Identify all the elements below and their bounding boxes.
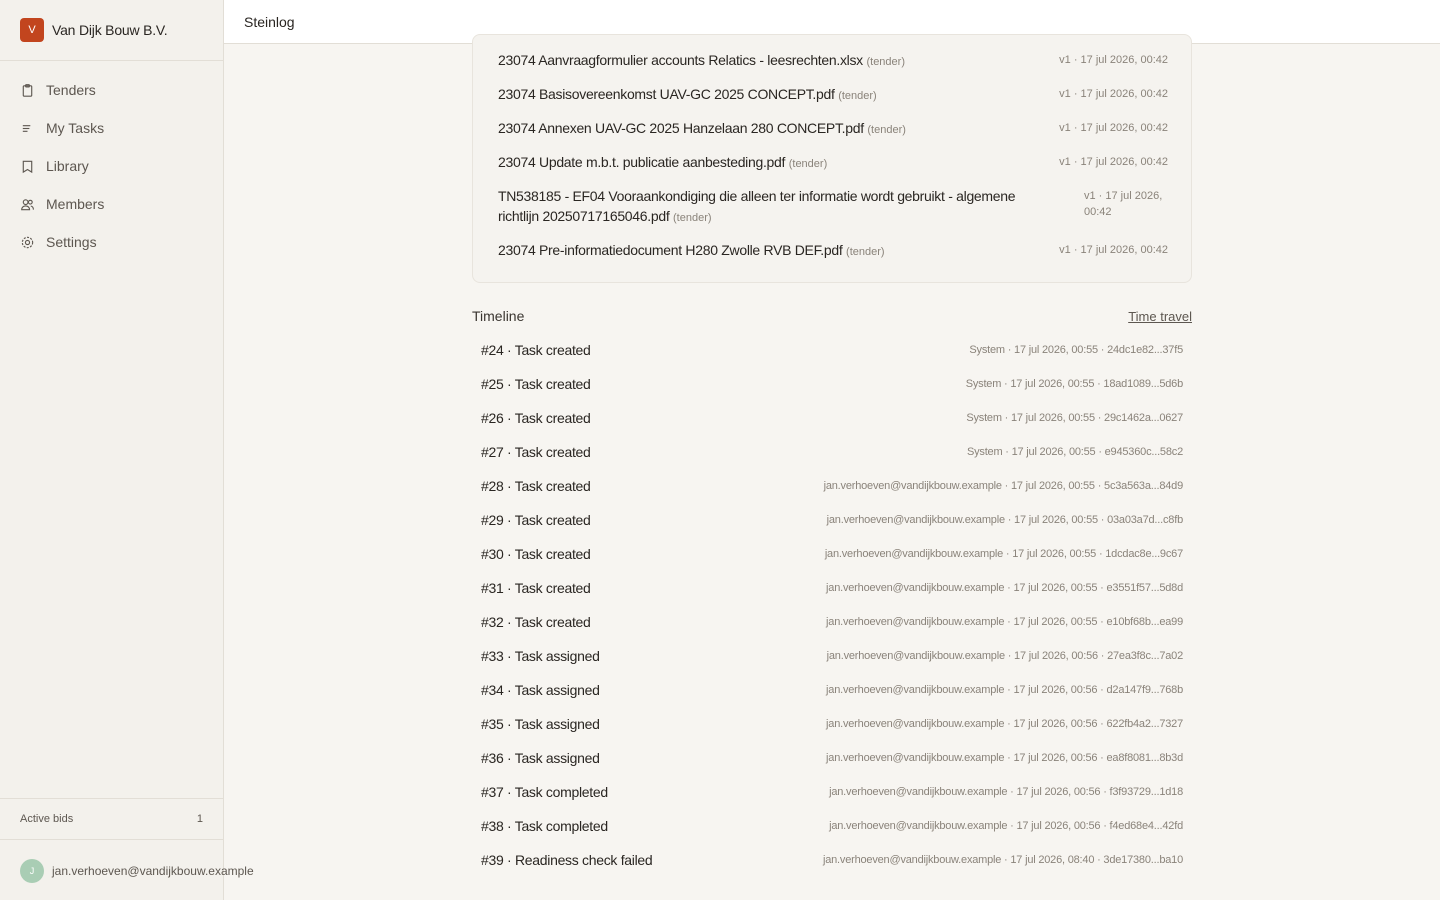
event-label: #25 · Task created: [481, 376, 591, 392]
event-meta: System · 17 jul 2026, 00:55 · 18ad1089...5d6b: [965, 378, 1183, 390]
timeline-event[interactable]: [481, 340, 1183, 360]
event-meta: System · 17 jul 2026, 00:55 · 29c1462a...0627: [966, 412, 1183, 424]
user-menu[interactable]: [0, 841, 254, 900]
event-meta: jan.verhoeven@vandijkbouw.example · 17 jul 2026, 00:55 · 03a03a7d...c8fb: [826, 514, 1183, 526]
document-tag: (tender): [846, 246, 885, 258]
sidebar-nav: [0, 61, 223, 261]
document-meta: v1 · 17 jul 2026, 00:42: [1059, 88, 1168, 100]
event-meta: System · 17 jul 2026, 00:55 · e945360c...58c2: [966, 446, 1183, 458]
sidebar: [0, 0, 254, 900]
document-name: 23074 Aanvraagformulier accounts Relatics - leesrechten.xlsx: [498, 52, 863, 68]
timeline-event[interactable]: [481, 374, 1183, 394]
timeline-event[interactable]: [481, 476, 1183, 496]
list-icon: [20, 121, 35, 136]
sidebar-item-label: Tenders: [46, 82, 96, 98]
document-tag: (tender): [788, 158, 828, 170]
event-meta: jan.verhoeven@vandijkbouw.example · 17 jul 2026, 00:55 · 1dcdac8e...9c67: [824, 548, 1183, 560]
document-row[interactable]: [498, 152, 1168, 174]
event-label: #27 · Task created: [481, 444, 591, 460]
document-row[interactable]: [498, 50, 1168, 72]
timeline-event[interactable]: [481, 714, 1183, 734]
sidebar-item-tenders[interactable]: [0, 71, 223, 109]
event-meta: jan.verhoeven@vandijkbouw.example · 17 jul 2026, 00:56 · f3f93729...1d18: [829, 786, 1183, 798]
gear-icon: [20, 235, 35, 250]
time-travel-link[interactable]: Time travel: [1128, 308, 1192, 324]
event-label: #34 · Task assigned: [481, 682, 600, 698]
event-label: #30 · Task created: [481, 546, 591, 562]
event-label: #35 · Task assigned: [481, 716, 600, 732]
clipboard-icon: [20, 83, 35, 98]
document-meta: v1 · 17 jul 2026, 00:42: [1059, 244, 1168, 256]
timeline-event[interactable]: [481, 816, 1183, 836]
page-title: Steinlog: [244, 13, 295, 30]
document-row[interactable]: [498, 84, 1168, 106]
timeline-event[interactable]: [481, 408, 1183, 428]
timeline-event[interactable]: [481, 442, 1183, 462]
timeline-event[interactable]: [481, 680, 1183, 700]
timeline-event[interactable]: [481, 544, 1183, 564]
user-email: jan.verhoeven@vandijkbouw.example: [52, 863, 254, 878]
event-label: #38 · Task completed: [481, 818, 608, 834]
event-meta: jan.verhoeven@vandijkbouw.example · 17 jul 2026, 00:56 · d2a147f9...768b: [826, 684, 1183, 696]
document-name: TN538185 - EF04 Vooraankondiging die alleen ter informatie wordt gebruikt - algemene richtlijn 20250717165046.pdf: [498, 188, 1016, 224]
active-bids[interactable]: [0, 798, 223, 840]
org-logo: V: [20, 18, 44, 42]
sidebar-item-library[interactable]: [0, 147, 223, 185]
timeline-event[interactable]: [481, 748, 1183, 768]
document-tag: (tender): [866, 56, 905, 68]
event-meta: System · 17 jul 2026, 00:55 · 24dc1e82...37f5: [969, 344, 1183, 356]
event-label: #39 · Readiness check failed: [481, 852, 653, 868]
document-name: 23074 Basisovereenkomst UAV-GC 2025 CONCEPT.pdf: [498, 86, 835, 102]
document-row[interactable]: [498, 118, 1168, 140]
event-label: #37 · Task completed: [481, 784, 608, 800]
event-meta: jan.verhoeven@vandijkbouw.example · 17 jul 2026, 00:56 · 27ea3f8c...7a02: [826, 650, 1183, 662]
event-label: #28 · Task created: [481, 478, 591, 494]
event-label: #32 · Task created: [481, 614, 591, 630]
event-meta: jan.verhoeven@vandijkbouw.example · 17 jul 2026, 00:55 · 5c3a563a...84d9: [823, 480, 1183, 492]
event-meta: jan.verhoeven@vandijkbouw.example · 17 jul 2026, 00:56 · ea8f8081...8b3d: [826, 752, 1183, 764]
org-switcher[interactable]: [0, 0, 223, 61]
event-label: #31 · Task created: [481, 580, 591, 596]
document-meta: v1 · 17 jul 2026, 00:42: [1059, 156, 1168, 168]
documents-card: [472, 34, 1192, 283]
event-meta: jan.verhoeven@vandijkbouw.example · 17 jul 2026, 00:56 · f4ed68e4...42fd: [829, 820, 1183, 832]
org-name: Van Dijk Bouw B.V.: [52, 22, 168, 38]
event-meta: jan.verhoeven@vandijkbouw.example · 17 jul 2026, 00:55 · e3551f57...5d8d: [826, 582, 1183, 594]
event-label: #33 · Task assigned: [481, 648, 600, 664]
book-icon: [20, 159, 35, 174]
main-content: [224, 44, 1440, 900]
document-meta: v1 · 17 jul 2026, 00:42: [1059, 54, 1168, 66]
document-tag: (tender): [838, 90, 877, 102]
event-meta: jan.verhoeven@vandijkbouw.example · 17 jul 2026, 00:56 · 622fb4a2...7327: [826, 718, 1183, 730]
timeline-event[interactable]: [481, 782, 1183, 802]
document-meta: v1 · 17 jul 2026, 00:42: [1059, 122, 1168, 134]
event-meta: jan.verhoeven@vandijkbouw.example · 17 jul 2026, 08:40 · 3de17380...ba10: [822, 854, 1183, 866]
document-tag: (tender): [673, 212, 712, 224]
sidebar-item-label: My Tasks: [46, 120, 105, 136]
active-bids-label: Active bids: [20, 813, 74, 825]
timeline-event[interactable]: [481, 578, 1183, 598]
document-row[interactable]: [498, 186, 1168, 228]
event-label: #36 · Task assigned: [481, 750, 600, 766]
timeline-event[interactable]: [481, 646, 1183, 666]
event-meta: jan.verhoeven@vandijkbouw.example · 17 jul 2026, 00:55 · e10bf68b...ea99: [826, 616, 1183, 628]
sidebar-item-my-tasks[interactable]: [0, 109, 223, 147]
sidebar-item-label: Members: [46, 196, 105, 212]
sidebar-item-settings[interactable]: [0, 223, 223, 261]
sidebar-item-members[interactable]: [0, 185, 223, 223]
event-label: #29 · Task created: [481, 512, 591, 528]
sidebar-item-label: Settings: [46, 234, 97, 250]
timeline-event[interactable]: [481, 510, 1183, 530]
timeline-header: [472, 308, 1192, 324]
document-name: 23074 Pre-informatiedocument H280 Zwolle RVB DEF.pdf: [498, 242, 843, 258]
document-name: 23074 Update m.b.t. publicatie aanbesteding.pdf: [498, 154, 786, 170]
event-label: #24 · Task created: [481, 342, 591, 358]
timeline-title: Timeline: [472, 308, 525, 324]
sidebar-item-label: Library: [46, 158, 89, 174]
timeline-event[interactable]: [481, 850, 1183, 870]
document-meta: v1 · 17 jul 2026, 00:42: [1084, 190, 1163, 218]
users-icon: [20, 197, 35, 212]
document-row[interactable]: [498, 240, 1168, 262]
event-label: #26 · Task created: [481, 410, 591, 426]
document-name: 23074 Annexen UAV-GC 2025 Hanzelaan 280 CONCEPT.pdf: [498, 120, 864, 136]
avatar: J: [20, 859, 44, 883]
timeline-event[interactable]: [481, 612, 1183, 632]
document-tag: (tender): [867, 124, 906, 136]
active-bids-count: 1: [196, 813, 203, 825]
